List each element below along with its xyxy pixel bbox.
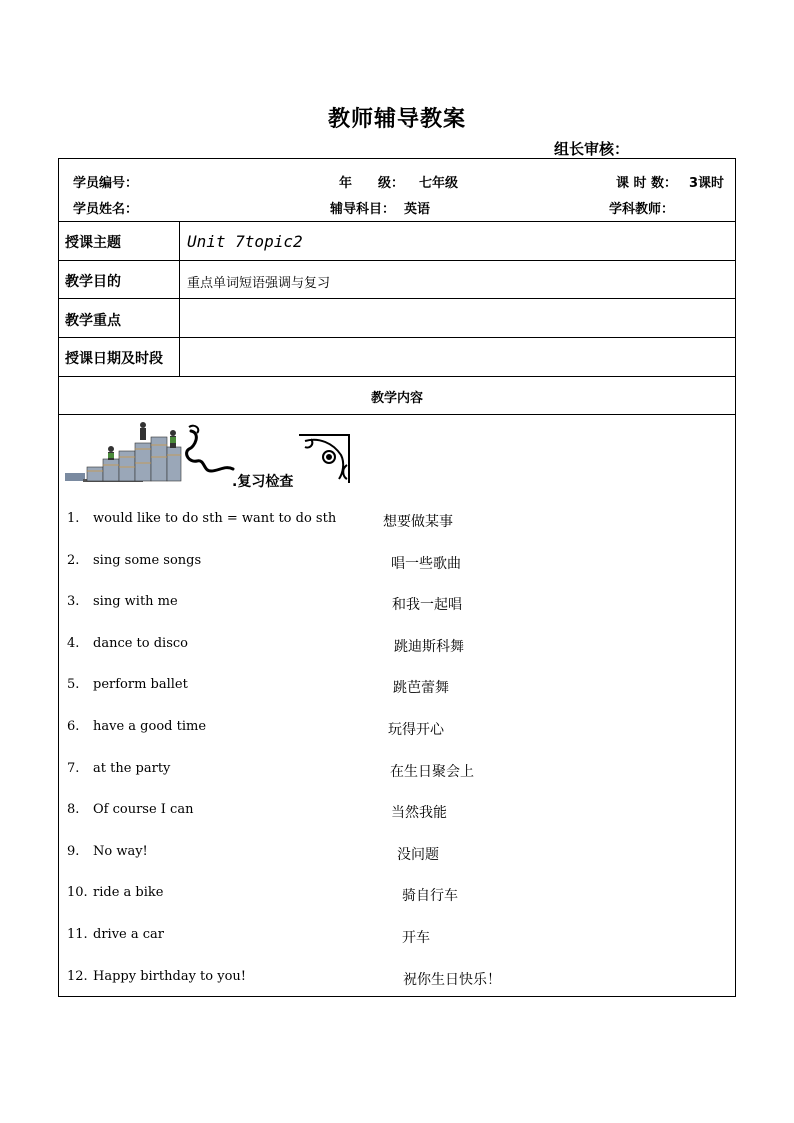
column-divider	[179, 221, 180, 376]
item-number: 8.	[67, 802, 80, 817]
grade-value: 七年级	[419, 176, 459, 191]
item-english: ride a bike	[93, 885, 164, 900]
item-english: No way!	[93, 844, 148, 859]
item-chinese: 想要做某事	[383, 514, 453, 530]
item-english: would like to do sth = want to do sth	[93, 511, 337, 526]
teacher-label: 学科教师：	[609, 202, 675, 217]
item-chinese: 玩得开心	[388, 722, 444, 738]
list-item	[59, 553, 735, 573]
item-number: 3.	[67, 594, 80, 609]
row-value-purpose: 重点单词短语强调与复习	[187, 276, 331, 291]
item-number: 9.	[67, 844, 80, 859]
item-number: 11.	[67, 927, 88, 942]
row-value-topic: Unit 7topic2	[187, 232, 303, 251]
list-item	[59, 511, 735, 531]
item-number: 12.	[67, 969, 88, 984]
item-english: at the party	[93, 761, 171, 776]
item-chinese: 开车	[402, 930, 430, 946]
hours-label: 课 时 数：	[616, 176, 678, 191]
list-item	[59, 761, 735, 781]
row-label-topic: 授课主题	[65, 235, 121, 251]
document-title: 教师辅导教案	[327, 107, 466, 132]
list-item	[59, 594, 735, 614]
list-item	[59, 844, 735, 864]
item-english: Of course I can	[93, 802, 194, 817]
item-english: dance to disco	[93, 636, 188, 651]
row-label-purpose: 教学目的	[65, 274, 121, 290]
list-item	[59, 885, 735, 905]
section-title-review: .复习检查	[232, 474, 294, 490]
item-english: drive a car	[93, 927, 164, 942]
subject-label: 辅导科目：	[330, 202, 396, 217]
item-number: 6.	[67, 719, 80, 734]
item-english: perform ballet	[93, 677, 188, 692]
item-chinese: 和我一起唱	[392, 597, 462, 613]
student-name-label: 学员姓名：	[73, 202, 139, 217]
divider	[59, 221, 735, 222]
item-english: have a good time	[93, 719, 207, 734]
item-number: 4.	[67, 636, 80, 651]
item-chinese: 当然我能	[391, 805, 447, 821]
row-label-date: 授课日期及时段	[65, 351, 163, 367]
item-chinese: 祝你生日快乐！	[403, 972, 501, 988]
content-title: 教学内容	[370, 391, 423, 406]
item-number: 2.	[67, 553, 80, 568]
list-item	[59, 677, 735, 697]
item-english: Happy birthday to you!	[93, 969, 246, 984]
item-chinese: 在生日聚会上	[390, 764, 474, 780]
lesson-plan-table	[58, 158, 736, 997]
item-number: 10.	[67, 885, 88, 900]
item-english: sing some songs	[93, 553, 202, 568]
divider	[59, 414, 735, 415]
list-item	[59, 969, 735, 989]
subject-value: 英语	[404, 202, 431, 217]
item-chinese: 骑自行车	[402, 888, 458, 904]
item-english: sing with me	[93, 594, 178, 609]
list-item	[59, 927, 735, 947]
student-id-label: 学员编号：	[73, 176, 139, 191]
list-item	[59, 719, 735, 739]
books-students-illustration	[63, 419, 353, 493]
item-number: 5.	[67, 677, 80, 692]
divider	[59, 260, 735, 261]
item-chinese: 跳芭蕾舞	[393, 680, 449, 696]
list-item	[59, 636, 735, 656]
divider	[59, 298, 735, 299]
item-chinese: 唱一些歌曲	[391, 556, 461, 572]
item-number: 1.	[67, 511, 80, 526]
item-number: 7.	[67, 761, 80, 776]
divider	[59, 337, 735, 338]
grade-label: 年 级：	[339, 176, 405, 191]
reviewer-label: 组长审核：	[554, 140, 630, 158]
row-label-key-points: 教学重点	[65, 313, 121, 329]
item-chinese: 没问题	[397, 847, 439, 863]
hours-value: 3课时	[689, 176, 725, 191]
divider	[59, 376, 735, 377]
item-chinese: 跳迪斯科舞	[394, 639, 464, 655]
list-item	[59, 802, 735, 822]
